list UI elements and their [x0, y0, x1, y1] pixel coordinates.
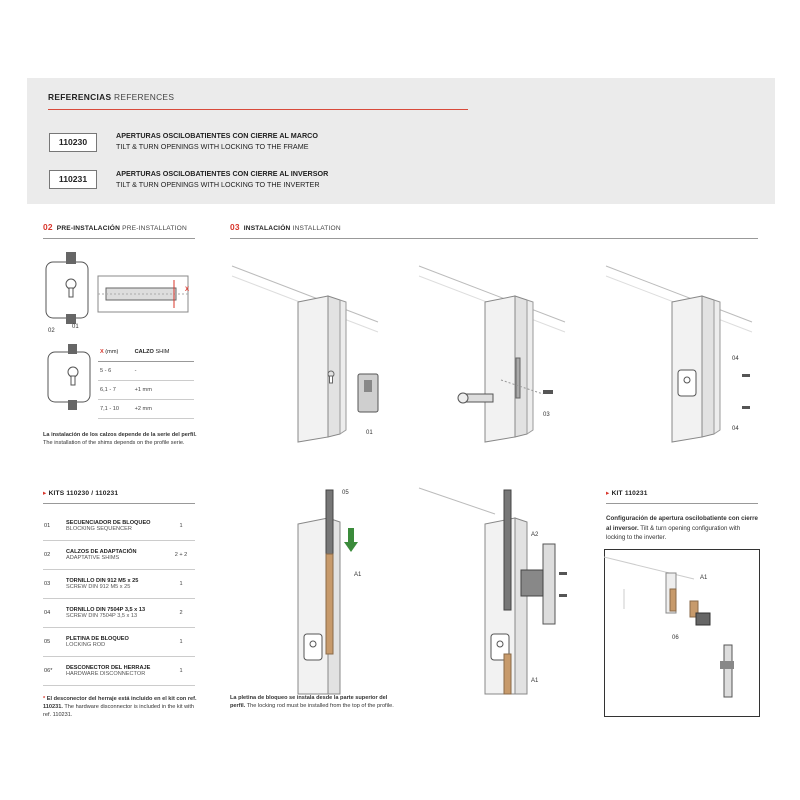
callout-01: 01	[366, 430, 373, 436]
callout-04: 04	[732, 356, 739, 362]
frame-profile-icon	[298, 518, 340, 694]
install-step-1-drawing	[228, 262, 418, 447]
callout-03: 03	[543, 412, 550, 418]
screw-icon	[742, 374, 750, 409]
install-heading: 03 INSTALACIÓN INSTALLATION	[230, 222, 341, 232]
table-row: 6,1 - 7 +1 mm	[98, 381, 194, 400]
table-row: 06* DESCONECTOR DEL HERRAJE HARDWARE DISCONNECTOR 1	[43, 657, 195, 686]
pre-install-heading: 02 PRE-INSTALACIÓN PRE-INSTALLATION	[43, 222, 187, 232]
profile-section-icon	[98, 276, 188, 312]
kit110231-description: Configuración de apertura oscilobatiente con cierre al inversor. Tilt & turn opening configuration with locking to the inverter.	[606, 515, 758, 541]
table-row: 03 TORNILLO DIN 912 M5 x 25 SCREW DIN 912 M5 x 25 1	[43, 570, 195, 599]
kit110231-divider	[606, 503, 758, 504]
x-dimension-label: X	[185, 287, 190, 293]
callout-02: 02	[48, 328, 55, 334]
callout-04: 04	[732, 426, 739, 432]
frame-profile-icon	[232, 266, 378, 442]
locking-rod-icon	[326, 490, 333, 654]
shim-table: X (mm) CALZO SHIM 5 - 6 - 6,1 - 7 +1 mm 7,1 - 10 +2 mm	[98, 343, 194, 419]
sequencer-part-icon	[358, 374, 378, 412]
shim-note: La instalación de los calzos depende de la serie del perfil. The installation of the shims depends on the profile serie.	[43, 432, 197, 446]
callout-01: 01	[72, 324, 79, 330]
install-step-5-drawing	[415, 484, 605, 696]
install-step-4-drawing	[228, 484, 418, 696]
table-row: 04 TORNILLO DIN 7504P 3,5 x 13 SCREW DIN 7504P 3,5 x 13 2	[43, 599, 195, 628]
table-row: 02 CALZOS DE ADAPTACIÓN ADAPTATIVE SHIMS 2 + 2	[43, 541, 195, 570]
kit110231-drawing	[604, 549, 760, 717]
sequencer-part-icon	[46, 252, 88, 324]
ref-code-110231: 110231	[49, 170, 97, 189]
shim-part-icon	[48, 344, 90, 410]
references-title: REFERENCIAS REFERENCES	[48, 92, 175, 102]
install-divider	[230, 238, 758, 239]
table-row: 01 SECUENCIADOR DE BLOQUEO BLOCKING SEQUENCER 1	[43, 512, 195, 541]
ref-desc-110230: APERTURAS OSCILOBATIENTES CON CIERRE AL MARCO TILT & TURN OPENINGS WITH LOCKING TO THE FRAME	[116, 131, 318, 151]
kits-footnote: * El desconector del herraje está incluido en el kit con ref. 110231. The hardware disconnector is included in the kit with ref. 110231.	[43, 696, 197, 718]
callout-05: 05	[342, 490, 349, 496]
ref-code-110230: 110230	[49, 133, 97, 152]
kit110231-heading: ▸ KIT 110231	[606, 490, 648, 497]
kits-heading: ▸ KITS 110230 / 110231	[43, 490, 119, 497]
arrow-down-icon	[344, 528, 358, 552]
callout-a2: A2	[531, 532, 539, 538]
locking-rod-icon	[504, 490, 511, 694]
pre-install-divider	[43, 238, 195, 239]
install-step-2-drawing	[415, 262, 605, 447]
callout-a1: A1	[354, 572, 362, 578]
callout-a1: A1	[700, 575, 708, 581]
references-divider	[48, 109, 468, 110]
kits-divider	[43, 503, 195, 504]
table-row: 5 - 6 -	[98, 362, 194, 381]
frame-profile-icon	[606, 266, 752, 442]
table-row: 05 PLETINA DE BLOQUEO LOCKING ROD 1	[43, 628, 195, 657]
callout-06: 06	[672, 635, 679, 641]
table-row: 7,1 - 10 +2 mm	[98, 400, 194, 419]
callout-a1: A1	[531, 678, 539, 684]
install-step-3-drawing	[602, 262, 772, 447]
ref-desc-110231: APERTURAS OSCILOBATIENTES CON CIERRE AL INVERSOR TILT & TURN OPENINGS WITH LOCKING TO THE INVERTER	[116, 169, 329, 189]
rod-note: La pletina de bloqueo se instala desde la parte superior del perfil. The locking rod must be installed from the top of the profile.	[230, 695, 394, 709]
kits-table	[43, 512, 195, 686]
hardware-mechanism-icon	[521, 544, 567, 624]
